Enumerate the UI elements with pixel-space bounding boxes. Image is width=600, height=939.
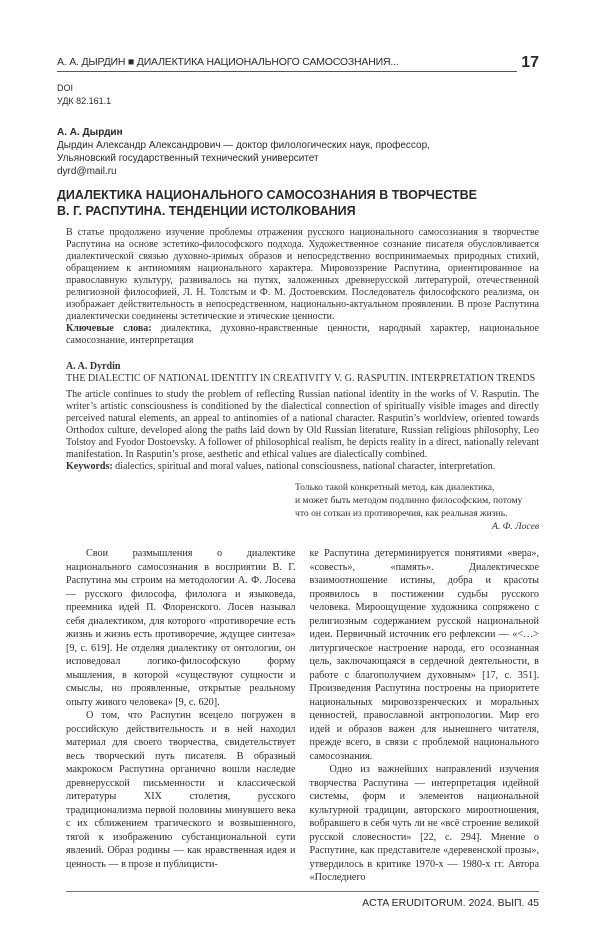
footer-divider	[66, 891, 539, 892]
epigraph-line: что он соткан из противоречия, как реальная жизнь.	[295, 507, 539, 520]
body-column-left	[66, 547, 296, 885]
keywords-label-en: Keywords:	[66, 461, 113, 472]
epigraph	[295, 481, 539, 533]
abstract-text-en: The article continues to study the problem of reflecting Russian national identity in the works of V. Rasputin. The writer’s artistic consciousness is conditioned by the dialectical connection of spiritually visible images and directly perceived natural elements, an appeal to antinomies of a national character. Rasputin’s worldview, oriented towards Orthodox culture, developed along the paths laid down by Old Russian literature, Russian religious philosophy, Leo Tolstoy and Fyodor Dostoevsky. A follower of philosophical realism, he depicts reality in a direct, nationally relevant manifestation. In Rasputin’s prose, aesthetic and ethical values are dialectically combined.	[66, 389, 539, 460]
author-position: Дырдин Александр Александрович — доктор филологических наук, профессор,	[57, 139, 539, 152]
keywords: диалектика, духовно-нравственные ценности, народный характер, национальное самосознание, интерпретация	[66, 323, 539, 346]
paragraph: Одно из важнейших направлений изучения творчества Распутина — интерпретация идейной системы, форм и элементов национальной культурной традиции, авторского мироотношения, вобравшего в себя чуть ли не «всё строение великой русской словесности» [22, с. 294]. Мнение о Распутине, как представителе «деревенской прозы», утвердилось в критике 1970-х — 1980-х гг. Автора «Последнего	[310, 763, 540, 885]
udk-code: УДК 82.161.1	[57, 95, 539, 108]
keywords-en: dialectics, spiritual and moral values, national consciousness, national character, interpretation.	[113, 461, 496, 472]
keywords-label: Ключевые слова:	[66, 323, 152, 334]
page-number: 17	[521, 54, 539, 72]
epigraph-source: А. Ф. Лосев	[295, 520, 539, 533]
page	[0, 0, 600, 939]
author-email[interactable]: dyrd@mail.ru	[57, 165, 539, 178]
doi-label: DOI	[57, 82, 539, 95]
author-affiliation: Ульяновский государственный технический университет	[57, 152, 539, 165]
paragraph: ке Распутина детерминируется понятиями «вера», «совесть», «память». Диалектическое взаимоотношение истины, добра и красоты проявилось в постижении судьбы русского человека. Мироощущение художника сопряжено с религиозным содержанием русской национальной идеи. Первичный источник его рефлексии — «<…> литургическое настроение народа, его осознанная цель, заключающаяся в сердечной деятельности, в работе с благополучием духовным» [17, с. 351]. Произведения Распутина построены на приоритете национальных мировоззренческих и моральных ценностей, православной антропологии. Мир его идей и образов важен для нынешнего читателя, прежде всего, в связи с проблемой национального самосознания.	[310, 547, 540, 763]
running-head: А. А. ДЫРДИН ■ ДИАЛЕКТИКА НАЦИОНАЛЬНОГО САМОСОЗНАНИЯ...	[57, 56, 517, 72]
page-header	[57, 54, 539, 72]
author-block	[57, 126, 539, 178]
title-line-1: ДИАЛЕКТИКА НАЦИОНАЛЬНОГО САМОСОЗНАНИЯ В ТВОРЧЕСТВЕ	[57, 188, 539, 204]
body-columns	[66, 547, 539, 885]
journal-footer: ACTA ERUDITORUM. 2024. ВЫП. 45	[57, 897, 539, 909]
author-name-en: A. A. Dyrdin	[66, 361, 539, 373]
body-column-right	[310, 547, 540, 885]
epigraph-line: и может быть методом подлинно философским, потому	[295, 494, 539, 507]
article-meta	[57, 82, 539, 107]
abstract-text: В статье продолжено изучение проблемы отражения русского национального самосознания в творчестве Распутина на основе эстетико-философского подхода. Художественное сознание писателя обусловливается диалектической связью духовно-зримых образов и непосредственно воспринимаемых природных стихий, обращением к антиномиям национального характера. Мировоззрение Распутина, ориентированное на православную культуру, развивалось на путях, заложенных древнерусской литературой, отечественной религиозной философией, Л. Н. Толстым и Ф. М. Достоевским. Последователь философского реализма, он изображает действительность в непосредственном, национально-актуальном проявлении. В прозе Распутина диалектически соединены эстетические и этические ценности.	[66, 227, 539, 322]
paragraph: Свои размышления о диалектике национального самосознания в восприятии В. Г. Распутина мы строим на методологии А. Ф. Лосева — русского философа, филолога и языковеда, преемника идей П. Флоренского. Лосев называл себя диалектиком, для которого «противоречие есть жизнь и жизнь есть противоречие, ждущее синтеза» [9, с. 619]. Не отделяя диалектику от онтологии, он исповедовал логико-философскую форму мышления, в которой «существуют сущности и смыслы, но проявленные, открытые реальному опыту живого человека» [9, с. 620].	[66, 547, 296, 709]
abstract-english	[66, 361, 539, 473]
article-title	[57, 188, 539, 219]
title-en: THE DIALECTIC OF NATIONAL IDENTITY IN CREATIVITY V. G. RASPUTIN. INTERPRETATION TRENDS	[66, 373, 539, 385]
author-name: А. А. Дырдин	[57, 126, 539, 139]
title-line-2: В. Г. РАСПУТИНА. ТЕНДЕНЦИИ ИСТОЛКОВАНИЯ	[57, 204, 539, 220]
paragraph: О том, что Распутин всецело погружен в российскую действительность и в ней находил материал для своего творчества, свидетельствует весь творческий путь писателя. В образный макрокосм Распутина органично вошли наследие древнерусской письменности и классической литературы XIX столетия, русского традиционализма первой половины минувшего века с их сближением трагического и возвышенного, тягой к изображению субстанциональной сути явлений. Образ родины — как нравственная идея и ценность — в прозе и публицисти-	[66, 709, 296, 871]
epigraph-line: Только такой конкретный метод, как диалектика,	[295, 481, 539, 494]
abstract-russian	[66, 227, 539, 347]
